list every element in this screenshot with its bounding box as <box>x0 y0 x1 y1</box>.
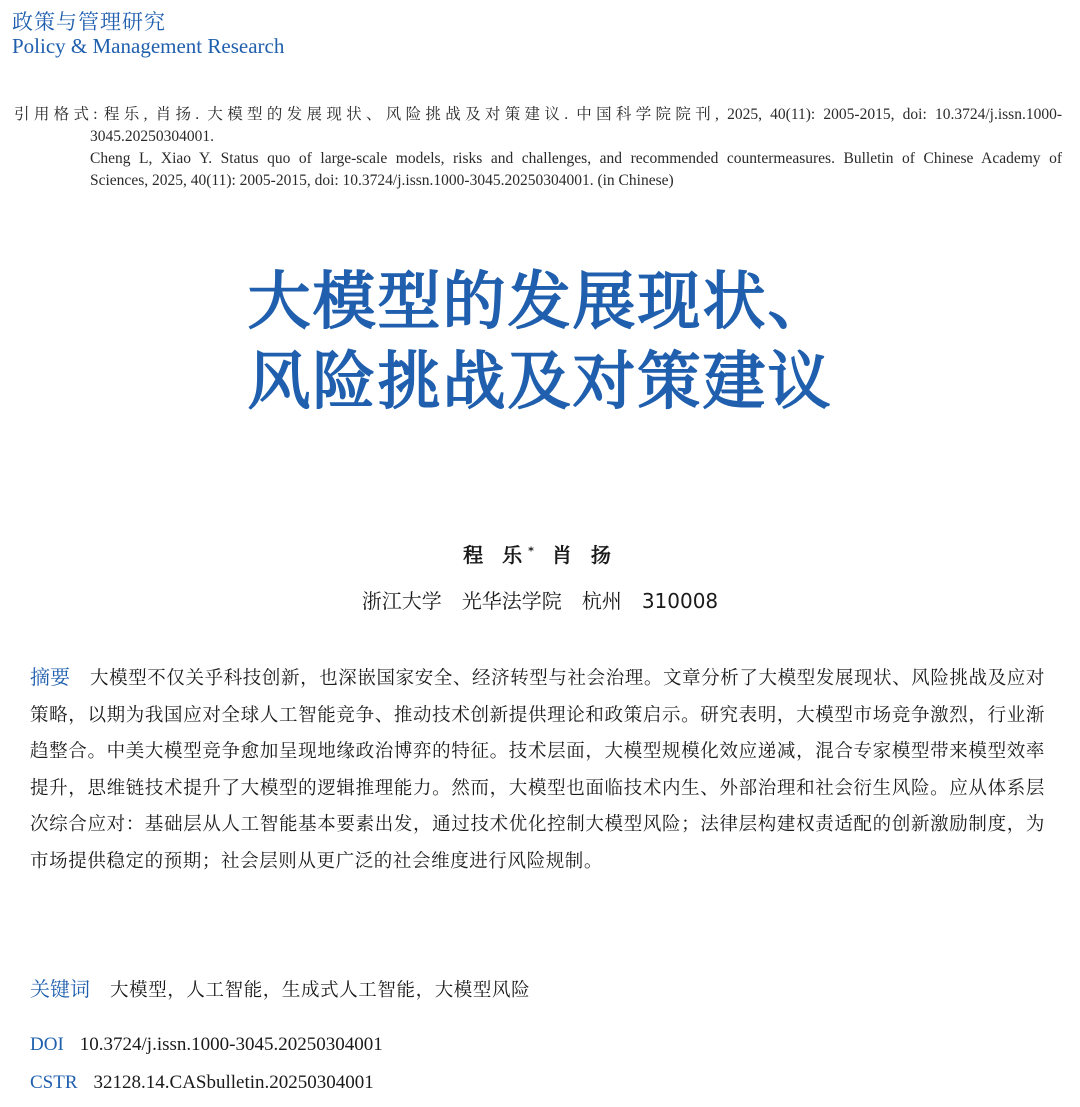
citation-label: 引用格式: <box>14 106 98 123</box>
abstract <box>30 659 1045 880</box>
affiliation-city: 杭州 <box>581 589 622 613</box>
citation-en-line1: Cheng L, Xiao Y. Status quo of large-scale models, risks and challenges, and recommended countermeasures. Bulletin of Chinese Academy of <box>90 150 1062 167</box>
abstract-text: 大模型不仅关乎科技创新，也深嵌国家安全、经济转型与社会治理。文章分析了大模型发展现状、风险挑战及应对策略，以期为我国应对全球人工智能竞争、推动技术创新提供理论和政策启示。研究表明，大模型市场竞争激烈，行业渐趋整合。中美大模型竞争愈加呈现地缘政治博弈的特征。技术层面，大模型规模化效应递减，混合专家模型带来模型效率提升，思维链技术提升了大模型的逻辑推理能力。然而，大模型也面临技术内生、外部治理和社会衍生风险。应从体系层次综合应对：基础层从人工智能基本要素出发，通过技术优化控制大模型风险；法律层构建权责适配的创新激励制度，为市场提供稳定的预期；社会层则从更广泛的社会维度进行风险规制。 <box>30 668 1046 872</box>
affiliation-school: 光华法学院 <box>461 589 562 613</box>
citation-cn-line2: 3045.20250304001. <box>90 128 214 145</box>
corresponding-author-mark: * <box>528 544 534 558</box>
keywords-text: 大模型，人工智能，生成式人工智能，大模型风险 <box>110 980 531 1001</box>
title-line-2: 风险挑战及对策建议 <box>247 345 833 418</box>
citation-block <box>14 104 1062 192</box>
journal-name-cn: 政策与管理研究 <box>12 10 166 34</box>
citation-en-line2: Sciences, 2025, 40(11): 2005-2015, doi: 10.3724/j.issn.1000-3045.20250304001. (in Chinese) <box>90 172 674 189</box>
doi <box>30 1034 383 1056</box>
author-1: 程 乐 <box>463 543 529 567</box>
cstr-heading: CSTR <box>30 1072 78 1093</box>
cstr-value: 32128.14.CASbulletin.20250304001 <box>93 1072 374 1093</box>
citation-cn-line1: 程乐, 肖扬. 大模型的发展现状、风险挑战及对策建议. 中国科学院院刊, 2025, 40(11): 2005-2015, doi: 10.3724/j.issn.1000- <box>99 106 1062 123</box>
keywords-heading: 关键词 <box>30 977 90 1001</box>
journal-name-en: Policy & Management Research <box>12 34 285 58</box>
doi-value: 10.3724/j.issn.1000-3045.20250304001 <box>79 1034 383 1055</box>
keywords <box>30 973 530 1002</box>
article-title <box>0 262 1080 422</box>
affiliation-postcode: 310008 <box>641 589 719 613</box>
cstr <box>30 1072 374 1094</box>
author-2: 肖 扬 <box>551 543 617 567</box>
citation-cn-row <box>14 104 1062 126</box>
doi-heading: DOI <box>30 1034 64 1055</box>
authors <box>0 539 1080 568</box>
affiliation <box>0 585 1080 614</box>
abstract-heading: 摘要 <box>30 665 70 689</box>
affiliation-university: 浙江大学 <box>361 589 442 613</box>
title-line-1: 大模型的发展现状、 <box>247 265 833 338</box>
